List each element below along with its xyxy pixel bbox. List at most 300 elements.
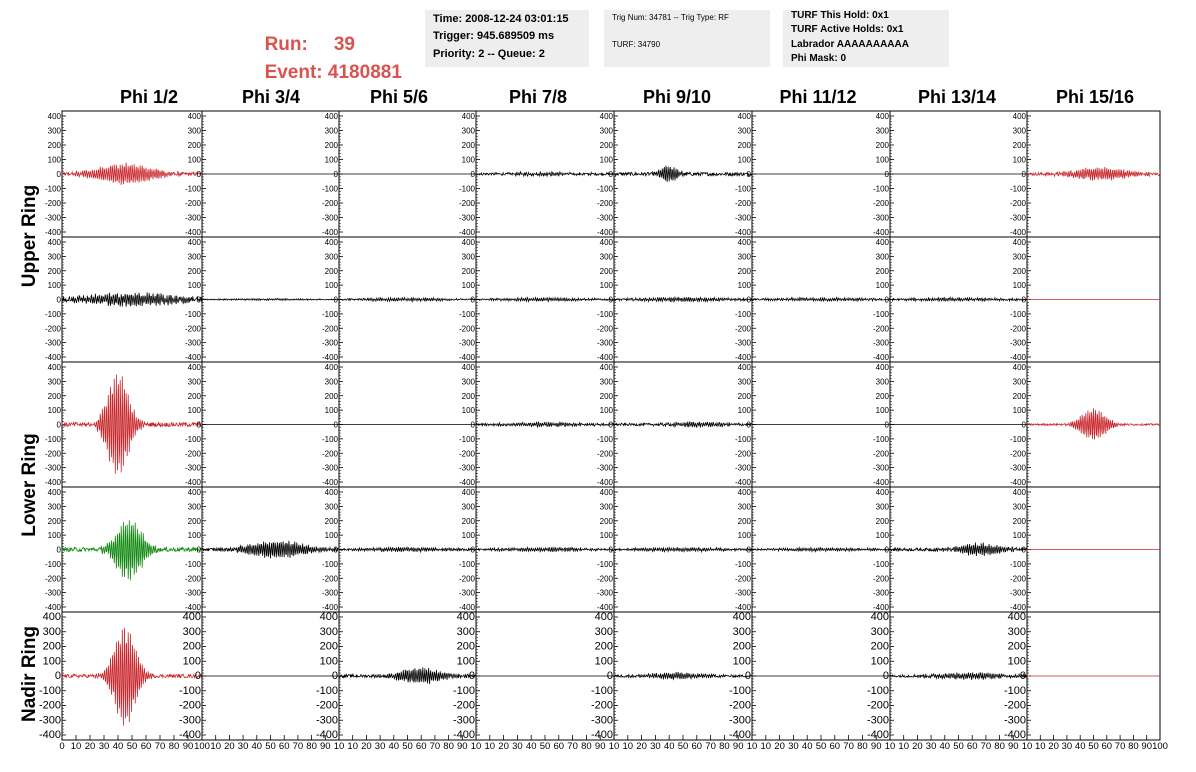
y-tick-label: -300 [458,338,475,348]
y-tick-label: 0 [882,670,889,682]
x-tick-label: 90 [594,741,606,752]
y-tick-label: -400 [728,729,751,741]
y-tick-label: 400 [875,488,889,497]
y-tick-label: 200 [1012,266,1026,276]
y-tick-label: 100 [47,281,61,291]
y-tick-label: 400 [737,112,751,121]
y-tick-label: 100 [737,281,751,291]
event-value: 4180881 [327,62,402,83]
x-tick-label: 30 [237,741,249,752]
x-tick-label: 20 [361,741,372,752]
x-tick-label: 40 [801,741,813,752]
y-tick-label: -200 [734,199,751,208]
y-tick-label: -300 [596,213,613,223]
y-tick-label: -200 [458,574,475,584]
y-tick-label: 200 [319,640,338,653]
x-tick-label: 40 [112,741,124,752]
waveform-trace-r4-c2 [339,667,476,684]
waveform-trace-r3-c2 [339,547,476,552]
x-tick-label: 60 [829,741,841,752]
y-tick-label: 300 [875,126,889,136]
y-tick-label: 400 [187,238,201,247]
y-tick-label: 100 [47,406,61,416]
y-tick-label: 200 [456,640,475,653]
x-tick-label: 100 [194,741,210,752]
phi-mask-text: Phi Mask: 0 [791,53,847,64]
y-tick-label: -400 [596,228,613,237]
y-tick-label: -300 [872,588,889,598]
y-tick-label: -300 [38,714,61,727]
y-tick-label: -200 [184,199,201,208]
y-tick-label: 100 [461,155,475,165]
y-tick-label: -400 [1009,603,1026,612]
y-tick-label: 400 [461,363,475,372]
y-tick-label: 400 [875,238,889,247]
y-tick-label: 400 [599,488,613,497]
waveform-trace-r1-c0 [62,292,202,306]
y-tick-label: 0 [56,295,61,305]
y-tick-label: 400 [42,611,61,623]
y-tick-label: -100 [38,684,61,697]
y-tick-label: -100 [321,434,338,444]
y-tick-label: 200 [324,391,338,401]
waveform-trace-r2-c7 [1027,408,1160,439]
y-tick-label: 100 [737,155,751,165]
y-tick-label: -100 [872,434,889,444]
y-tick-label: 0 [608,295,613,305]
y-tick-label: -200 [872,449,889,459]
y-tick-label: 300 [1012,502,1026,512]
y-tick-label: -200 [315,699,338,712]
y-tick-label: 0 [746,545,751,555]
y-tick-label: 200 [324,266,338,276]
y-tick-label: 100 [875,155,889,165]
x-tick-label: 20 [224,741,235,752]
y-tick-label: -200 [321,574,338,584]
x-tick-label: 30 [512,741,523,752]
y-tick-label: 100 [1012,406,1026,416]
x-tick-label: 50 [402,741,413,752]
y-tick-label: 0 [56,545,61,555]
y-tick-label: 300 [187,377,201,387]
y-tick-label: -100 [728,684,751,697]
y-tick-label: -200 [1009,449,1026,459]
y-tick-label: 0 [470,420,475,430]
column-label-phi-13-14: Phi 13/14 [917,87,997,107]
x-tick-label: 50 [953,741,964,752]
y-tick-label: -200 [178,699,201,712]
y-tick-label: 300 [47,502,61,512]
y-tick-label: 100 [599,155,613,165]
y-tick-label: -400 [44,603,61,612]
waveform-trace-r4-c4 [614,672,752,680]
x-tick-label: 70 [980,741,992,752]
y-tick-label: -300 [184,338,201,348]
y-tick-label: 200 [599,266,613,276]
waveform-trace-r0-c3 [476,172,614,177]
x-tick-label: 90 [320,741,331,752]
y-tick-label: -200 [44,449,61,459]
y-tick-label: -400 [872,228,889,237]
y-tick-label: 400 [599,238,613,247]
y-tick-label: -100 [734,434,751,444]
y-tick-label: -400 [1009,228,1026,237]
y-tick-label: 100 [599,531,613,541]
x-tick-label: 80 [857,741,868,752]
y-tick-label: -100 [1009,434,1026,444]
y-tick-label: 300 [599,252,613,262]
y-tick-label: 200 [599,391,613,401]
y-tick-label: 400 [187,488,201,497]
y-tick-label: -400 [321,228,338,237]
y-tick-label: -200 [1009,199,1026,208]
y-tick-label: 400 [594,611,613,623]
y-tick-label: -100 [458,184,475,194]
y-tick-label: 0 [608,170,613,179]
y-tick-label: 100 [875,531,889,541]
y-tick-label: -300 [321,338,338,348]
x-tick-label: 20 [498,741,509,752]
y-tick-label: 200 [737,391,751,401]
run-value: 39 [333,34,355,55]
y-tick-label: 100 [599,281,613,291]
y-tick-label: 300 [461,377,475,387]
x-tick-label: 100 [1152,741,1168,752]
y-tick-label: -300 [1003,714,1026,727]
x-tick-label: 90 [182,741,194,752]
x-tick-label: 60 [691,741,703,752]
y-tick-label: 300 [319,625,338,638]
y-tick-label: -400 [184,478,201,487]
y-tick-label: -300 [1009,338,1026,348]
y-tick-label: 0 [56,420,61,430]
ring-label-nadir: Nadir Ring [19,625,40,723]
column-label-phi-9-10: Phi 9/10 [642,87,712,107]
x-tick-label: 50 [677,741,689,752]
event-label: Event: [264,62,323,83]
y-tick-label: 400 [737,488,751,497]
waveform-trace-r0-c7 [1027,167,1160,181]
x-tick-label: 80 [443,741,454,752]
x-tick-label: 90 [1141,741,1152,752]
y-tick-label: -300 [734,213,751,223]
y-tick-label: 200 [47,516,61,526]
y-tick-label: -400 [458,478,475,487]
y-tick-label: 200 [875,391,889,401]
y-tick-label: -100 [734,559,751,569]
y-tick-label: 200 [1012,141,1026,150]
y-tick-label: 0 [608,420,613,430]
y-tick-label: -400 [38,729,61,741]
y-tick-label: 100 [1007,655,1026,668]
x-tick-label: 80 [306,741,317,752]
y-tick-label: 100 [324,531,338,541]
y-tick-label: -300 [315,714,338,727]
y-tick-label: 300 [1012,126,1026,136]
y-tick-label: 100 [875,281,889,291]
waveform-trace-r2-c0 [62,375,202,474]
y-tick-label: -400 [1003,729,1026,741]
y-tick-label: 0 [1019,670,1026,682]
y-tick-label: -200 [458,449,475,459]
x-tick-label: 20 [774,741,785,752]
y-tick-label: -100 [1003,684,1026,697]
y-tick-label: 0 [333,295,338,305]
x-tick-label: 80 [719,741,730,752]
y-tick-label: 100 [461,406,475,416]
column-label-phi-5-6: Phi 5/6 [369,87,429,107]
y-tick-label: -300 [458,588,475,598]
y-tick-label: -400 [178,729,201,741]
y-tick-label: 400 [1012,112,1026,121]
y-tick-label: -100 [184,559,201,569]
x-tick-label: 60 [140,741,152,752]
y-tick-label: 200 [324,516,338,526]
y-tick-label: -100 [1009,559,1026,569]
y-tick-label: 300 [875,502,889,512]
x-tick-label: 10 [608,741,620,752]
y-tick-label: -200 [872,324,889,334]
y-tick-label: -200 [872,574,889,584]
y-tick-label: 300 [47,252,61,262]
y-tick-label: 300 [875,252,889,262]
y-tick-label: -400 [872,353,889,362]
y-tick-label: 400 [737,238,751,247]
y-tick-label: -400 [184,353,201,362]
y-tick-label: 200 [594,640,613,653]
x-tick-label: 40 [525,741,537,752]
y-tick-label: -100 [596,434,613,444]
y-tick-label: -100 [315,684,338,697]
y-tick-label: 100 [324,406,338,416]
y-tick-label: -300 [44,338,61,348]
y-tick-label: -400 [458,353,475,362]
y-tick-label: -300 [184,463,201,473]
x-tick-label: 20 [84,741,96,752]
y-tick-label: 200 [47,141,61,150]
y-tick-label: 200 [461,516,475,526]
y-tick-label: -200 [44,574,61,584]
ring-label-upper: Upper Ring [19,184,40,288]
y-tick-label: -100 [1009,309,1026,319]
y-tick-label: -400 [184,603,201,612]
y-tick-label: -400 [44,228,61,237]
y-tick-label: 300 [732,625,751,638]
y-tick-label: 0 [470,170,475,179]
waveform-trace-r1-c2 [339,297,476,301]
y-tick-label: -200 [184,449,201,459]
waveform-trace-r3-c1 [202,541,339,559]
y-tick-label: 400 [47,363,61,372]
y-tick-label: -300 [458,213,475,223]
y-tick-label: 300 [870,625,889,638]
y-tick-label: -200 [44,324,61,334]
y-tick-label: 200 [737,516,751,526]
waveform-trace-r3-c6 [890,543,1027,557]
y-tick-label: 400 [324,488,338,497]
y-tick-label: -400 [321,603,338,612]
y-tick-label: 300 [737,252,751,262]
y-tick-label: -200 [596,574,613,584]
y-tick-label: 100 [461,281,475,291]
x-tick-label: 30 [925,741,937,752]
y-tick-label: 0 [1021,295,1026,305]
y-tick-label: -100 [44,559,61,569]
y-tick-label: -200 [184,324,201,334]
y-tick-label: -300 [596,338,613,348]
y-tick-label: 0 [331,670,338,682]
y-tick-label: 0 [1021,545,1026,555]
waveform-trace-r1-c5 [752,297,890,301]
x-tick-label: 50 [815,741,827,752]
y-tick-label: -100 [184,184,201,194]
y-tick-label: 200 [1012,391,1026,401]
turf-active-text: TURF Active Holds: 0x1 [791,24,904,35]
y-tick-label: 400 [461,112,475,121]
x-tick-label: 50 [539,741,551,752]
y-tick-label: 200 [737,141,751,150]
y-tick-label: -300 [321,213,338,223]
trig-num-text: Trig Num: 34781 -- Trig Type: RF [612,13,729,22]
y-tick-label: 300 [42,625,61,638]
y-tick-label: -200 [321,449,338,459]
column-label-phi-11-12: Phi 11/12 [779,87,857,107]
priority-text: Priority: 2 -- Queue: 2 [433,48,545,60]
x-tick-label: 40 [251,741,263,752]
x-tick-label: 60 [415,741,427,752]
y-tick-label: 0 [56,170,61,179]
x-tick-label: 10 [760,741,772,752]
y-tick-label: 200 [875,266,889,276]
x-tick-label: 80 [1128,741,1139,752]
waveform-trace-r1-c4 [614,297,752,302]
y-tick-label: 100 [187,155,201,165]
y-tick-label: -300 [866,714,889,727]
waveform-trace-r3-c3 [476,547,614,552]
y-tick-label: 0 [468,670,475,682]
x-tick-label: 80 [994,741,1005,752]
y-tick-label: 100 [324,155,338,165]
x-tick-label: 10 [210,741,221,752]
x-tick-label: 30 [98,741,110,752]
y-tick-label: 300 [737,126,751,136]
y-tick-label: 100 [47,531,61,541]
y-tick-label: 400 [599,112,613,121]
y-tick-label: 300 [187,252,201,262]
x-tick-label: 30 [1061,741,1073,752]
x-tick-label: 30 [788,741,799,752]
ring-label-lower: Lower Ring [19,433,40,537]
y-tick-label: 200 [599,141,613,150]
y-tick-label: -400 [44,478,61,487]
y-tick-label: 300 [594,625,613,638]
y-tick-label: -300 [872,213,889,223]
x-tick-label: 70 [1114,741,1126,752]
y-tick-label: -100 [452,684,475,697]
y-tick-label: 200 [47,266,61,276]
y-tick-label: 200 [732,640,751,653]
y-tick-label: 400 [47,112,61,121]
y-tick-label: 400 [324,112,338,121]
y-tick-label: -100 [458,309,475,319]
y-tick-label: 100 [187,531,201,541]
y-tick-label: 0 [744,670,751,682]
y-tick-label: 0 [884,295,889,305]
y-tick-label: 400 [187,363,201,372]
waveform-trace-r4-c6 [890,673,1027,680]
y-tick-label: 0 [470,545,475,555]
y-tick-label: -100 [458,434,475,444]
labrador-text: Labrador AAAAAAAAAA [791,39,909,50]
column-label-phi-15-16: Phi 15/16 [1055,87,1135,107]
y-tick-label: -200 [728,699,751,712]
y-tick-label: -100 [321,309,338,319]
y-tick-label: 400 [875,363,889,372]
y-tick-label: -400 [866,729,889,741]
y-tick-label: 100 [182,655,201,668]
y-tick-label: -300 [734,588,751,598]
x-tick-label: 50 [265,741,276,752]
y-tick-label: 200 [870,640,889,653]
column-label-phi-7-8: Phi 7/8 [508,87,568,107]
waveform-trace-r2-c3 [476,422,614,427]
y-tick-label: 100 [187,406,201,416]
x-tick-label: 0 [59,741,65,752]
y-tick-label: -400 [452,729,475,741]
y-tick-label: 400 [324,238,338,247]
y-tick-label: 100 [319,655,338,668]
column-label-phi-3-4: Phi 3/4 [241,87,301,107]
y-tick-label: -200 [596,324,613,334]
y-tick-label: 100 [187,281,201,291]
run-label: Run: [264,34,308,55]
waveform-trace-r3-c4 [614,547,752,552]
x-tick-label: 90 [457,741,468,752]
y-tick-label: -400 [596,603,613,612]
y-tick-label: 200 [599,516,613,526]
y-tick-label: 300 [324,126,338,136]
y-tick-label: 200 [47,391,61,401]
x-tick-label: 80 [168,741,180,752]
y-tick-label: 300 [461,252,475,262]
y-tick-label: -400 [315,729,338,741]
y-tick-label: 200 [461,391,475,401]
y-tick-label: 100 [737,406,751,416]
y-tick-label: 0 [54,670,61,682]
y-tick-label: 200 [187,266,201,276]
x-tick-label: 40 [939,741,951,752]
time-text: Time: 2008-12-24 03:01:15 [433,13,569,25]
y-tick-label: -200 [44,199,61,208]
y-tick-label: -200 [596,199,613,208]
y-tick-label: 300 [47,377,61,387]
y-tick-label: 400 [1012,488,1026,497]
y-tick-label: 400 [456,611,475,623]
x-tick-label: 10 [622,741,634,752]
y-tick-label: 400 [1012,238,1026,247]
x-tick-label: 40 [1074,741,1086,752]
y-tick-label: 400 [1012,363,1026,372]
x-tick-label: 10 [70,741,82,752]
y-tick-label: 200 [1007,640,1026,653]
y-tick-label: 300 [324,252,338,262]
y-tick-label: 100 [42,655,61,668]
y-tick-label: 0 [333,420,338,430]
y-tick-label: 400 [187,112,201,121]
y-tick-label: 100 [732,655,751,668]
y-tick-label: -200 [734,449,751,459]
y-tick-label: -300 [596,463,613,473]
